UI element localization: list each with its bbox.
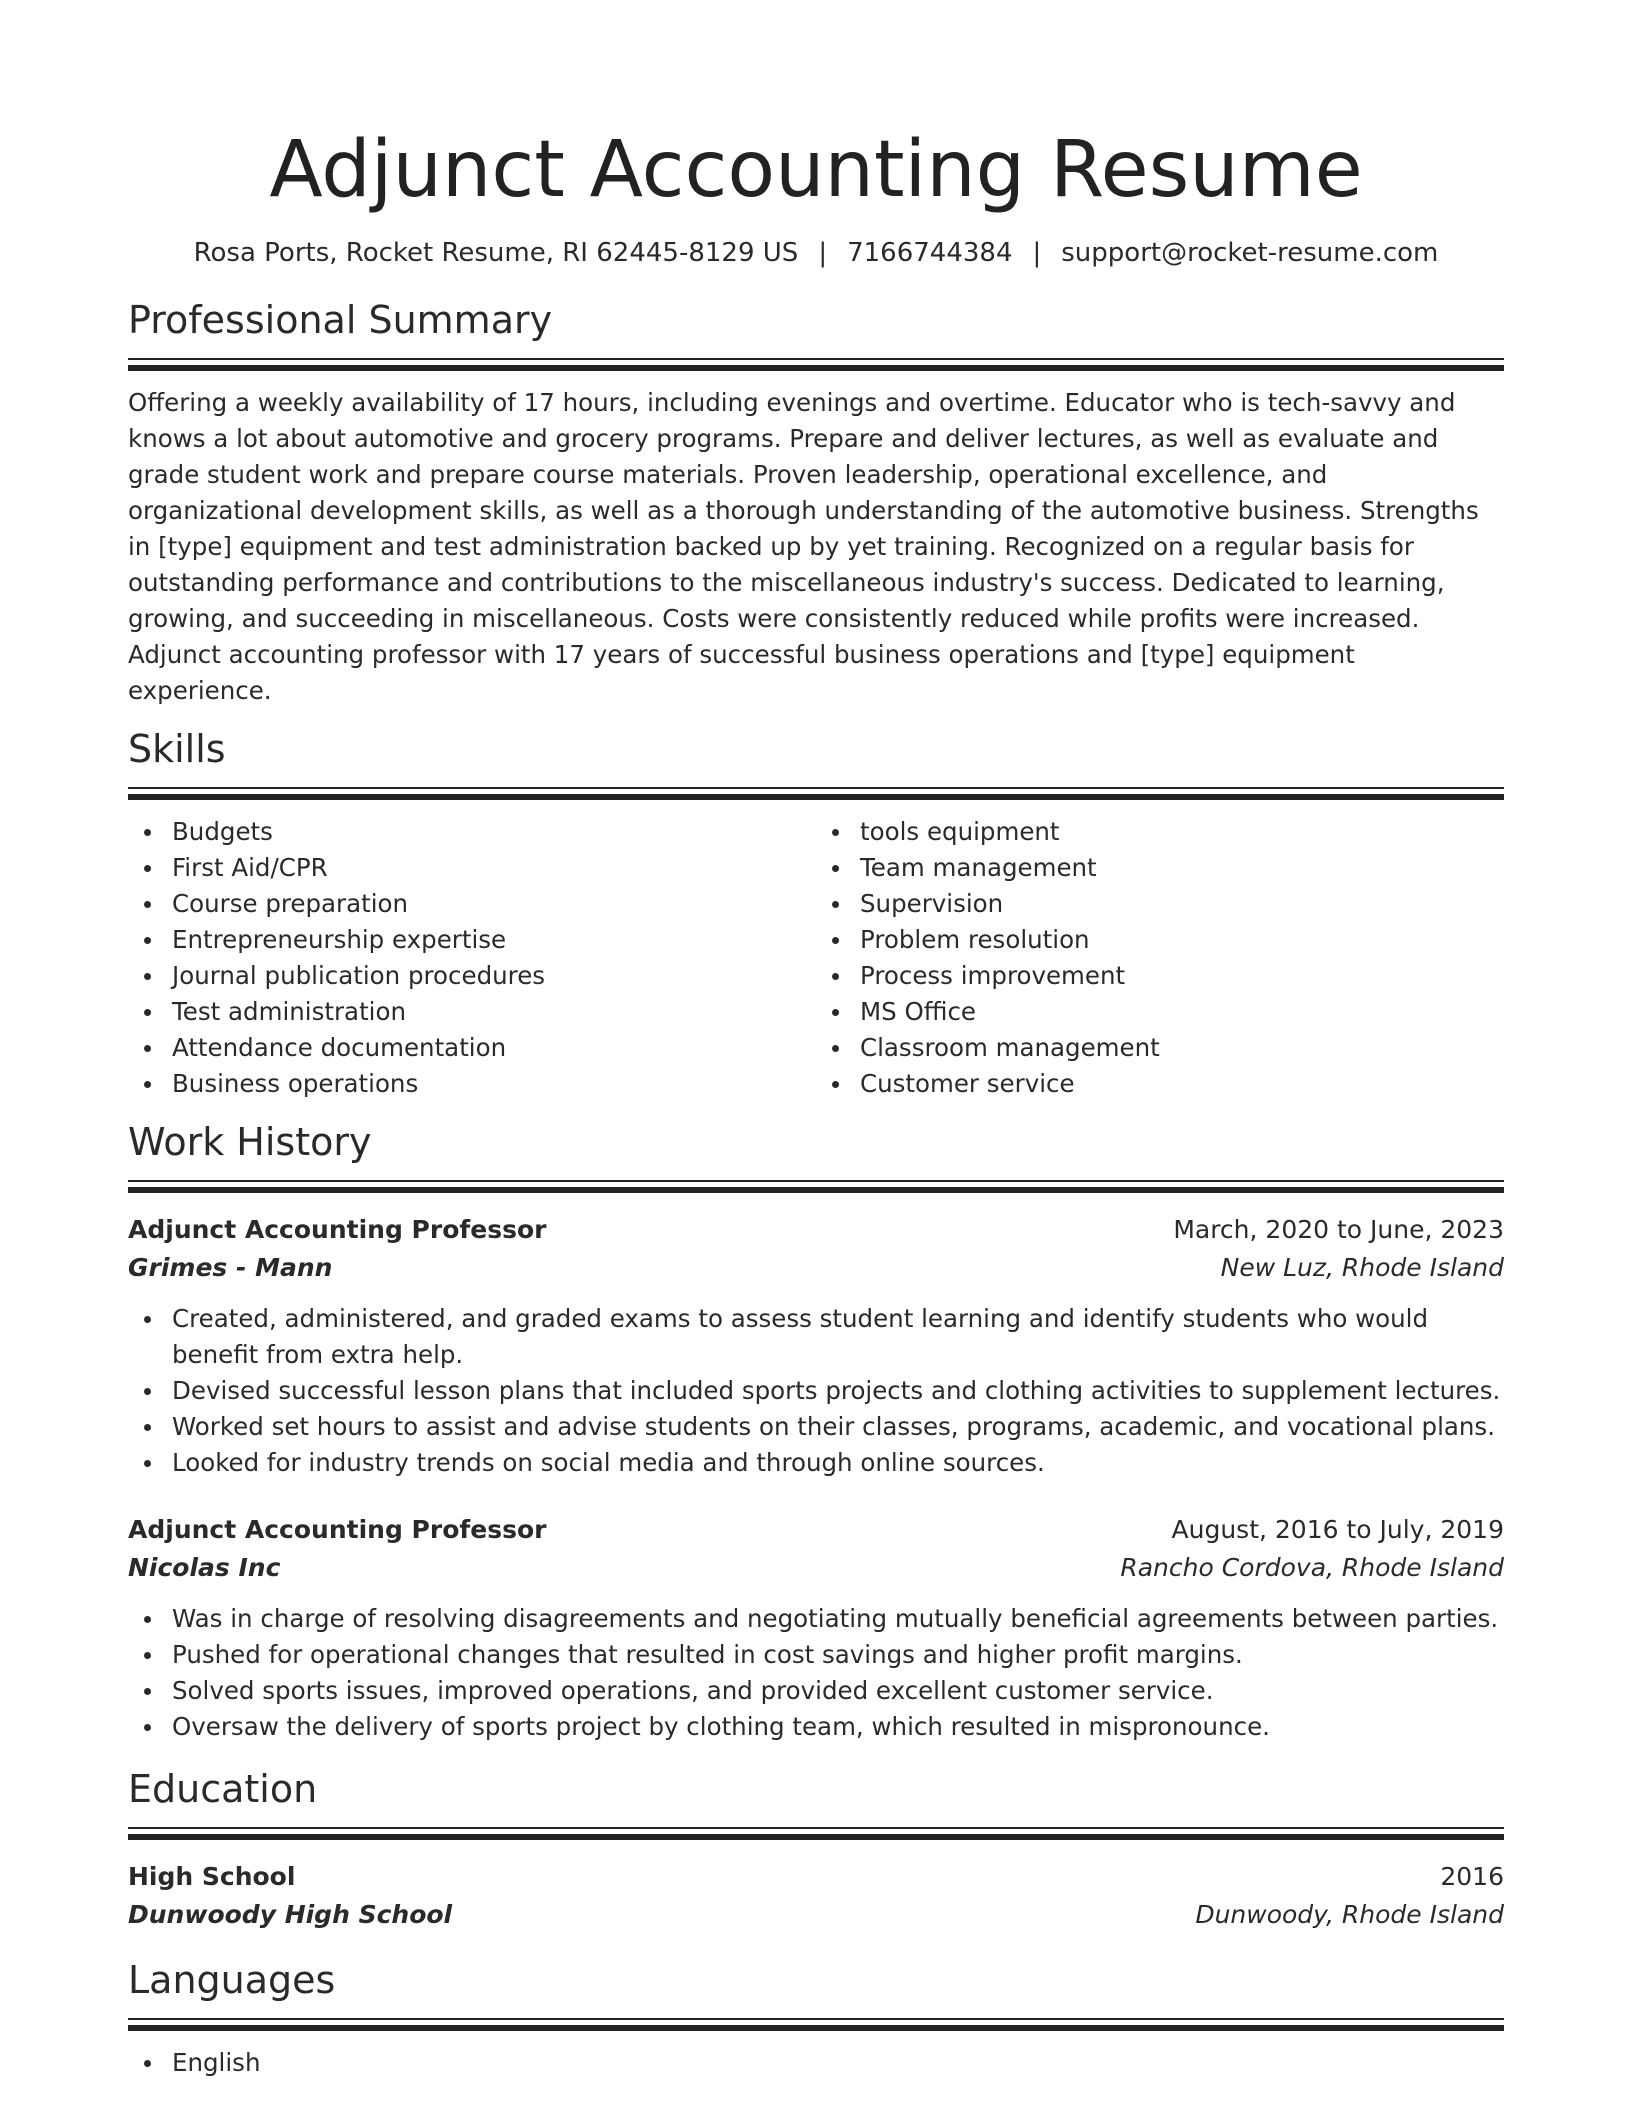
- skill-item: MS Office: [816, 994, 1504, 1030]
- skill-item: Customer service: [816, 1066, 1504, 1102]
- summary-text: Offering a weekly availability of 17 hours, including evenings and overtime. Educator who is tech-savvy and knows a lot about automotive and grocery programs. Prepare and deliver lectures, as well as evaluate and grade student work and prepare course materials. Proven leadership, operational excellence, and organizational development skills, as well as a thorough understanding of the automotive business. Strengths in [type] equipment and test administration backed up by yet training. Recognized on a regular basis for outstanding performance and contributions to the miscellaneous industry's success. Dedicated to learning, growing, and succeeding in miscellaneous. Costs were consistently reduced while profits were increased. Adjunct accounting professor with 17 years of successful business operations and [type] equipment experience.: [128, 388, 1479, 705]
- job-location: New Luz, Rhode Island: [1220, 1253, 1504, 1282]
- languages-section: [128, 1956, 1504, 2081]
- skill-item: Team management: [816, 850, 1504, 886]
- job-company: Grimes - Mann: [128, 1253, 333, 1282]
- job-header-row: [128, 1511, 1504, 1549]
- job-company-row: [128, 1249, 1504, 1287]
- skill-item: Entrepreneurship expertise: [128, 922, 816, 958]
- education-school-row: [128, 1896, 1504, 1934]
- skills-list-left: [128, 814, 816, 1102]
- job-bullet: Was in charge of resolving disagreements and negotiating mutually beneficial agreements between parties.: [128, 1601, 1504, 1637]
- job-company: Nicolas Inc: [128, 1553, 281, 1582]
- job-entry: [128, 1511, 1504, 1745]
- contact-email: support@rocket-resume.com: [1061, 238, 1439, 268]
- job-bullets: [128, 1301, 1504, 1481]
- job-title: Adjunct Accounting Professor: [128, 1515, 547, 1544]
- job-bullet: Created, administered, and graded exams to assess student learning and identify students who would benefit from extra help.: [128, 1301, 1504, 1373]
- contact-address: Rosa Ports, Rocket Resume, RI 62445-8129 US: [193, 238, 799, 268]
- job-title: Adjunct Accounting Professor: [128, 1215, 547, 1244]
- job-location: Rancho Cordova, Rhode Island: [1120, 1553, 1504, 1582]
- job-header-row: [128, 1211, 1504, 1249]
- languages-heading: Languages: [128, 1958, 336, 2002]
- section-divider: [128, 1827, 1504, 1840]
- skill-item: Supervision: [816, 886, 1504, 922]
- contact-separator: |: [1032, 238, 1042, 268]
- job-bullet: Devised successful lesson plans that included sports projects and clothing activities to supplement lectures.: [128, 1373, 1504, 1409]
- summary-section: [128, 296, 1504, 709]
- skill-item: First Aid/CPR: [128, 850, 816, 886]
- contact-separator: |: [818, 238, 828, 268]
- job-bullet: Pushed for operational changes that resulted in cost savings and higher profit margins.: [128, 1637, 1504, 1673]
- job-entry: [128, 1211, 1504, 1481]
- skill-item: Budgets: [128, 814, 816, 850]
- education-section: [128, 1765, 1504, 1934]
- job-bullet: Worked set hours to assist and advise students on their classes, programs, academic, and vocational plans.: [128, 1409, 1504, 1445]
- section-divider: [128, 1180, 1504, 1193]
- skill-item: Classroom management: [816, 1030, 1504, 1066]
- language-item: English: [128, 2045, 1504, 2081]
- section-divider: [128, 787, 1504, 800]
- languages-list: [128, 2045, 1504, 2081]
- skill-item: Process improvement: [816, 958, 1504, 994]
- job-bullet: Solved sports issues, improved operations, and provided excellent customer service.: [128, 1673, 1504, 1709]
- skill-item: Course preparation: [128, 886, 816, 922]
- education-location: Dunwoody, Rhode Island: [1195, 1900, 1504, 1929]
- section-divider: [128, 2018, 1504, 2031]
- job-company-row: [128, 1549, 1504, 1587]
- skill-item: Problem resolution: [816, 922, 1504, 958]
- education-year: 2016: [1440, 1862, 1504, 1891]
- education-entry: [128, 1858, 1504, 1934]
- work-history-section: [128, 1118, 1504, 1745]
- education-degree: High School: [128, 1862, 296, 1891]
- education-heading: Education: [128, 1767, 318, 1811]
- job-bullet: Looked for industry trends on social media and through online sources.: [128, 1445, 1504, 1481]
- skills-heading: Skills: [128, 727, 226, 771]
- job-dates: August, 2016 to July, 2019: [1171, 1515, 1504, 1544]
- contact-line: [128, 236, 1504, 270]
- skills-list-right: [816, 814, 1504, 1102]
- section-divider: [128, 358, 1504, 371]
- job-dates: March, 2020 to June, 2023: [1173, 1215, 1504, 1244]
- work-history-heading: Work History: [128, 1120, 372, 1164]
- contact-phone: 7166744384: [847, 238, 1013, 268]
- skill-item: Business operations: [128, 1066, 816, 1102]
- education-header-row: [128, 1858, 1504, 1896]
- skills-section: [128, 725, 1504, 1102]
- skill-item: Attendance documentation: [128, 1030, 816, 1066]
- job-bullets: [128, 1601, 1504, 1745]
- skill-item: Test administration: [128, 994, 816, 1030]
- education-school: Dunwoody High School: [128, 1900, 453, 1929]
- summary-heading: Professional Summary: [128, 298, 553, 342]
- job-bullet: Oversaw the delivery of sports project by clothing team, which resulted in mispronounce.: [128, 1709, 1504, 1745]
- skills-columns: [128, 814, 1504, 1102]
- skill-item: tools equipment: [816, 814, 1504, 850]
- resume-title: Adjunct Accounting Resume: [269, 125, 1363, 215]
- skill-item: Journal publication procedures: [128, 958, 816, 994]
